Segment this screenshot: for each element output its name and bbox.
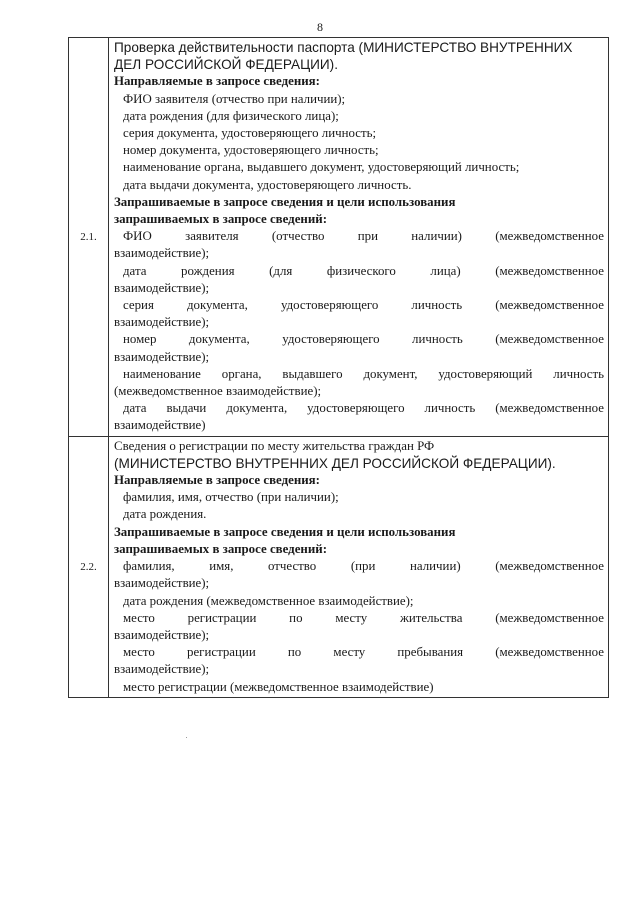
requested-item: место регистрации по месту жительства (межведомственное bbox=[123, 610, 604, 625]
requested-item-cont: взаимодействие); bbox=[114, 576, 210, 591]
requested-item: номер документа, удостоверяющего личность (межведомственное bbox=[123, 332, 604, 347]
table-row bbox=[69, 38, 609, 437]
services-table bbox=[68, 37, 609, 698]
requested-item-cont: взаимодействие); bbox=[114, 627, 210, 642]
requested-item-cont: взаимодействие); bbox=[114, 315, 210, 330]
row-content bbox=[109, 38, 609, 437]
row-title-line: Проверка действительности паспорта (МИНИСТЕРСТВО ВНУТРЕННИХ bbox=[114, 40, 573, 55]
requested-item-cont: (межведомственное взаимодействие); bbox=[114, 384, 322, 399]
requested-item: дата рождения (межведомственное взаимодействие); bbox=[123, 593, 414, 608]
requested-item: фамилия, имя, отчество (при наличии) (межведомственное bbox=[123, 559, 604, 574]
requested-item: наименование органа, выдавшего документ, удостоверяющий личность bbox=[123, 366, 604, 381]
requested-item-cont: взаимодействие) bbox=[114, 418, 206, 433]
sent-heading: Направляемые в запросе сведения: bbox=[114, 74, 320, 89]
row-content bbox=[109, 436, 609, 697]
requested-item-cont: взаимодействие); bbox=[114, 280, 210, 295]
sent-item: дата рождения. bbox=[123, 507, 207, 522]
sent-heading: Направляемые в запросе сведения: bbox=[114, 473, 320, 488]
requested-item-cont: взаимодействие); bbox=[114, 662, 210, 677]
requested-item: серия документа, удостоверяющего личность (межведомственное bbox=[123, 298, 604, 313]
requested-item: дата рождения (для физического лица) (межведомственное bbox=[123, 263, 604, 278]
sent-item: номер документа, удостоверяющего личность; bbox=[123, 143, 379, 158]
requested-item-cont: взаимодействие); bbox=[114, 246, 210, 261]
sent-item: фамилия, имя, отчество (при наличии); bbox=[123, 490, 339, 505]
table-row bbox=[69, 436, 609, 697]
row-number: 2.2. bbox=[69, 436, 109, 697]
row-title-line: (МИНИСТЕРСТВО ВНУТРЕННИХ ДЕЛ РОССИЙСКОЙ ФЕДЕРАЦИИ). bbox=[114, 455, 556, 471]
row-number: 2.1. bbox=[69, 38, 109, 437]
requested-item: ФИО заявителя (отчество при наличии) (межведомственное bbox=[123, 229, 604, 244]
requested-heading: запрашиваемых в запросе сведений: bbox=[114, 541, 328, 556]
sent-item: наименование органа, выдавшего документ, удостоверяющий личность; bbox=[123, 160, 520, 175]
row-title-line: Сведения о регистрации по месту жительства граждан РФ bbox=[114, 438, 435, 453]
sent-item: дата рождения (для физического лица); bbox=[123, 108, 339, 123]
requested-item-cont: взаимодействие); bbox=[114, 349, 210, 364]
requested-heading: Запрашиваемые в запросе сведения и цели использования bbox=[114, 194, 456, 209]
sent-item: серия документа, удостоверяющего личность; bbox=[123, 126, 377, 141]
requested-item: дата выдачи документа, удостоверяющего личность (межведомственное bbox=[123, 401, 604, 416]
requested-item: место регистрации (межведомственное взаимодействие) bbox=[123, 679, 434, 694]
row-title-line: ДЕЛ РОССИЙСКОЙ ФЕДЕРАЦИИ). bbox=[114, 57, 338, 73]
scan-speck bbox=[186, 737, 187, 738]
sent-item: ФИО заявителя (отчество при наличии); bbox=[123, 91, 346, 106]
requested-heading: Запрашиваемые в запросе сведения и цели использования bbox=[114, 524, 456, 539]
requested-heading: запрашиваемых в запросе сведений: bbox=[114, 212, 328, 227]
requested-item: место регистрации по месту пребывания (межведомственное bbox=[123, 645, 604, 660]
sent-item: дата выдачи документа, удостоверяющего личность. bbox=[123, 177, 412, 192]
page-number: 8 bbox=[317, 20, 323, 34]
